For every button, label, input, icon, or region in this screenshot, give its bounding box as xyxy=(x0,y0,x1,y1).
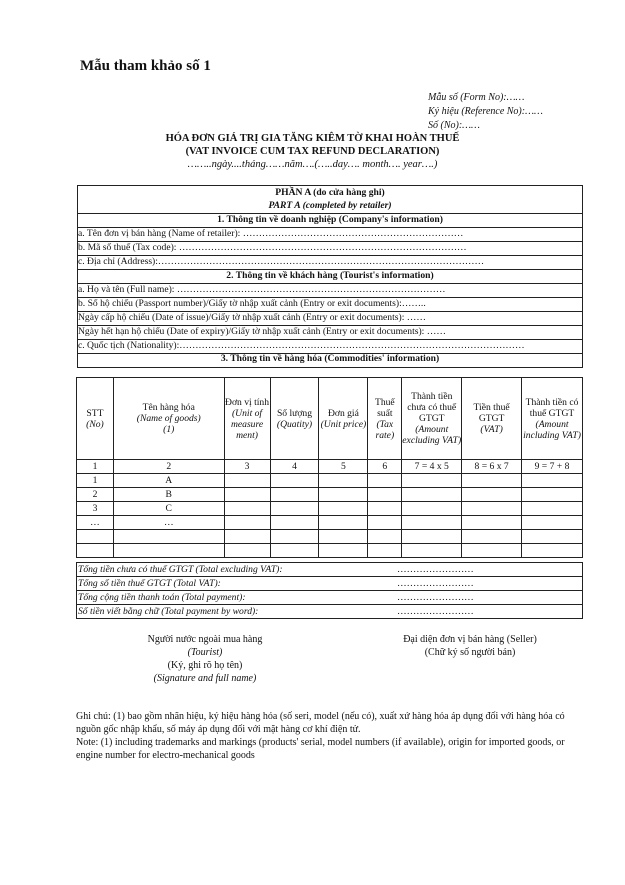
total-vat-label: Tổng số tiền thuế GTGT (Total VAT): xyxy=(78,578,221,589)
buyer-subtitle: (Tourist) xyxy=(187,647,223,658)
total-payment-row[interactable] xyxy=(77,590,582,604)
table-cell[interactable] xyxy=(270,474,319,488)
table-cell[interactable] xyxy=(402,530,462,544)
form-no: Mẫu số (Form No):…… xyxy=(428,92,525,103)
table-cell[interactable] xyxy=(368,474,402,488)
table-cell[interactable] xyxy=(224,544,270,558)
table-row xyxy=(77,488,583,502)
header-stt: STT (No) xyxy=(77,378,114,460)
table-row xyxy=(77,530,583,544)
row-stt[interactable]: … xyxy=(77,516,114,530)
table-cell[interactable] xyxy=(368,544,402,558)
table-cell[interactable] xyxy=(522,544,583,558)
table-cell[interactable] xyxy=(368,530,402,544)
table-cell[interactable] xyxy=(270,516,319,530)
row-goods[interactable] xyxy=(113,530,224,544)
row-stt[interactable]: 3 xyxy=(77,502,114,516)
table-cell[interactable] xyxy=(319,530,368,544)
row-goods[interactable]: C xyxy=(113,502,224,516)
header-quantity: Số lượng (Quatity) xyxy=(270,378,319,460)
row-goods[interactable]: B xyxy=(113,488,224,502)
page-heading: Mẫu tham khảo số 1 xyxy=(80,58,211,74)
table-cell[interactable] xyxy=(319,544,368,558)
table-cell[interactable] xyxy=(270,502,319,516)
column-number-row xyxy=(77,460,583,474)
buyer-signature-block xyxy=(110,633,300,685)
part-a-subtitle: PART A (completed by retailer) xyxy=(268,200,392,211)
row-goods[interactable]: … xyxy=(113,516,224,530)
table-cell[interactable] xyxy=(522,516,583,530)
date-of-expiry-field[interactable]: Ngày hết hạn hộ chiếu (Date of expiry)/Giấy tờ nhập xuất cảnh (Entry or exit documents): …… xyxy=(78,326,446,337)
row-goods[interactable] xyxy=(113,544,224,558)
section-tourist: 2. Thông tin về khách hàng (Tourist's information) xyxy=(226,270,434,281)
table-cell[interactable] xyxy=(462,544,522,558)
table-cell[interactable] xyxy=(270,530,319,544)
document-number: Số (No):…… xyxy=(428,120,480,131)
table-cell[interactable] xyxy=(270,544,319,558)
table-cell[interactable] xyxy=(402,502,462,516)
section-company: 1. Thông tin về doanh nghiệp (Company's information) xyxy=(217,214,443,225)
full-name-field[interactable]: a. Họ và tên (Full name): ………………………………………………………………………… xyxy=(78,284,446,295)
table-cell[interactable] xyxy=(368,516,402,530)
table-header-row xyxy=(77,378,583,460)
table-cell[interactable] xyxy=(402,516,462,530)
header-amount-incl-vat: Thành tiền có thuế GTGT (Amount including VAT) xyxy=(522,378,583,460)
table-cell[interactable] xyxy=(522,474,583,488)
seller-sign-instruction: (Chữ ký số người bán) xyxy=(424,647,516,658)
date-of-issue-field[interactable]: Ngày cấp hộ chiếu (Date of issue)/Giấy tờ nhập xuất cảnh (Entry or exit documents): …… xyxy=(78,312,426,323)
table-cell[interactable] xyxy=(224,502,270,516)
header-amount-excl-vat: Thành tiền chưa có thuế GTGT (Amount excluding VAT) xyxy=(402,378,462,460)
part-a-title: PHẦN A (do cửa hàng ghi) xyxy=(275,187,385,198)
table-cell[interactable] xyxy=(522,488,583,502)
row-stt[interactable]: 2 xyxy=(77,488,114,502)
row-goods[interactable]: A xyxy=(113,474,224,488)
table-cell[interactable] xyxy=(224,516,270,530)
col-number: 4 xyxy=(270,460,319,474)
total-vat-row[interactable] xyxy=(77,576,582,590)
total-excl-vat-label: Tổng tiền chưa có thuế GTGT (Total excluding VAT): xyxy=(78,564,283,575)
table-cell[interactable] xyxy=(319,488,368,502)
tax-code-field[interactable]: b. Mã số thuế (Tax code): ……………………………………………………………………………… xyxy=(78,242,467,253)
table-cell[interactable] xyxy=(462,502,522,516)
reference-no: Ký hiệu (Reference No):…… xyxy=(428,106,543,117)
table-cell[interactable] xyxy=(462,516,522,530)
total-vat-value[interactable]: …………………… xyxy=(397,578,474,589)
row-stt[interactable]: 1 xyxy=(77,474,114,488)
table-row xyxy=(77,502,583,516)
table-cell[interactable] xyxy=(319,474,368,488)
table-row xyxy=(77,474,583,488)
table-cell[interactable] xyxy=(270,488,319,502)
total-words-row[interactable] xyxy=(77,604,582,618)
row-stt[interactable] xyxy=(77,544,114,558)
header-goods-name: Tên hàng hóa (Name of goods) (1) xyxy=(113,378,224,460)
total-payment-label: Tổng cộng tiền thanh toán (Total payment): xyxy=(78,592,246,603)
table-row xyxy=(77,544,583,558)
date-line: ……..ngày....tháng……năm….(…..day…. month…. year….) xyxy=(187,159,438,170)
table-cell[interactable] xyxy=(224,530,270,544)
table-cell[interactable] xyxy=(224,488,270,502)
retailer-name-field[interactable]: a. Tên đơn vị bán hàng (Name of retailer): …………………………………………………………… xyxy=(78,228,464,239)
col-number: 5 xyxy=(319,460,368,474)
passport-number-field[interactable]: b. Số hộ chiếu (Passport number)/Giấy tờ nhập xuất cảnh (Entry or exit documents):…….. xyxy=(78,298,426,309)
header-vat: Tiền thuế GTGT (VAT) xyxy=(462,378,522,460)
header-tax-rate: Thuế suất (Tax rate) xyxy=(368,378,402,460)
table-cell[interactable] xyxy=(522,530,583,544)
col-number: 8 = 6 x 7 xyxy=(462,460,522,474)
table-cell[interactable] xyxy=(319,502,368,516)
header-unit: Đơn vị tính (Unit of measure ment) xyxy=(224,378,270,460)
table-cell[interactable] xyxy=(462,474,522,488)
table-cell[interactable] xyxy=(319,516,368,530)
header-unit-price: Đơn giá (Unit price) xyxy=(319,378,368,460)
total-excl-vat-value[interactable]: …………………… xyxy=(397,564,474,575)
col-number: 2 xyxy=(113,460,224,474)
note-vi: Ghi chú: (1) bao gồm nhãn hiệu, ký hiệu hàng hóa (số seri, model (nếu có), xuất xứ hàng hóa áp dụng đối với hàng hóa có nguồn gốc nhập khẩu, số máy áp dụng đối với mặt hàng cơ khí điện tử. xyxy=(76,711,565,735)
nationality-field[interactable]: c. Quốc tịch (Nationality):……………………………………………………………………………………………… xyxy=(78,340,525,351)
table-row xyxy=(77,516,583,530)
table-cell[interactable] xyxy=(224,474,270,488)
buyer-title: Người nước ngoài mua hàng xyxy=(147,634,263,645)
total-words-label: Số tiền viết bằng chữ (Total payment by word): xyxy=(78,606,259,617)
section-commodities: 3. Thông tin về hàng hóa (Commodities' information) xyxy=(220,353,440,364)
document-title-en: (VAT INVOICE CUM TAX REFUND DECLARATION) xyxy=(185,146,440,157)
address-field[interactable]: c. Địa chỉ (Address):………………………………………………………………………………………… xyxy=(78,256,485,267)
col-number: 3 xyxy=(224,460,270,474)
col-number: 7 = 4 x 5 xyxy=(402,460,462,474)
goods-table xyxy=(76,377,583,558)
total-words-value[interactable]: …………………… xyxy=(397,606,474,617)
table-cell[interactable] xyxy=(462,530,522,544)
buyer-sign-instruction-en: (Signature and full name) xyxy=(153,673,257,684)
buyer-sign-instruction: (Ký, ghi rõ họ tên) xyxy=(167,660,243,671)
col-number: 6 xyxy=(368,460,402,474)
document-title-vi: HÓA ĐƠN GIÁ TRỊ GIA TĂNG KIÊM TỜ KHAI HOÀN THUẾ xyxy=(165,133,460,144)
table-cell[interactable] xyxy=(462,488,522,502)
table-cell[interactable] xyxy=(402,488,462,502)
row-stt[interactable] xyxy=(77,530,114,544)
table-cell[interactable] xyxy=(522,502,583,516)
col-number: 9 = 7 + 8 xyxy=(522,460,583,474)
table-cell[interactable] xyxy=(368,488,402,502)
table-cell[interactable] xyxy=(402,544,462,558)
seller-title: Đại diện đơn vị bán hàng (Seller) xyxy=(403,634,537,645)
total-excl-vat-row[interactable] xyxy=(77,562,582,576)
note-en: Note: (1) including trademarks and markings (products' serial, model numbers (if available), origin for imported goods, or engine number for electro-mechanical goods xyxy=(76,737,565,761)
seller-signature-block xyxy=(360,633,580,659)
table-cell[interactable] xyxy=(368,502,402,516)
totals-box xyxy=(76,562,583,619)
col-number: 1 xyxy=(77,460,114,474)
part-a-box xyxy=(77,185,583,368)
total-payment-value[interactable]: …………………… xyxy=(397,592,474,603)
table-cell[interactable] xyxy=(402,474,462,488)
notes xyxy=(76,710,576,762)
